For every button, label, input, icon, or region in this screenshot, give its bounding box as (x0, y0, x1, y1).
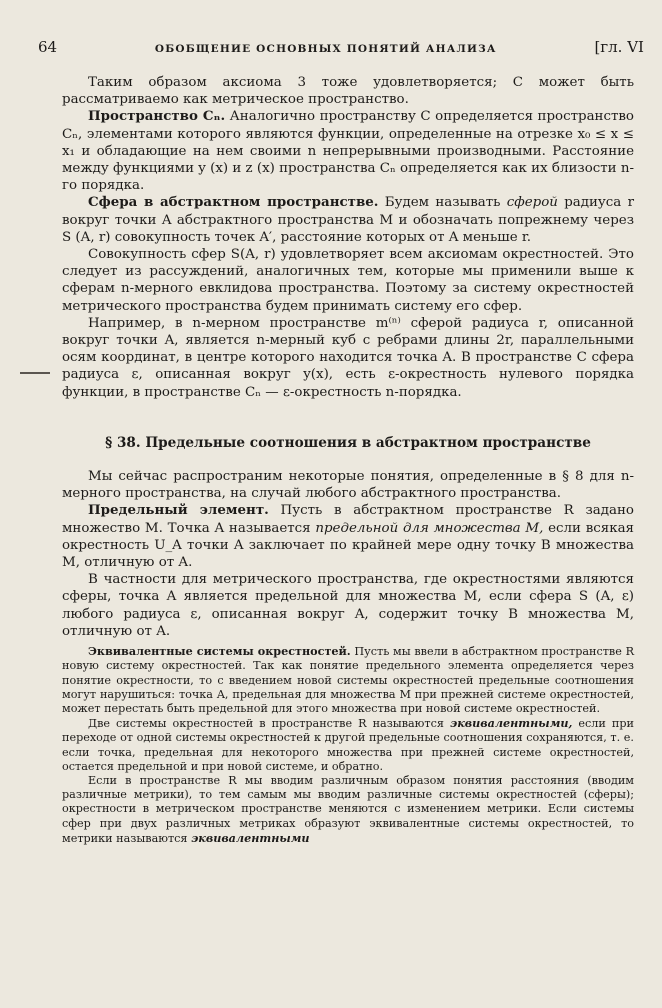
paragraph-sphere-axioms: Совокупность сфер S(A, r) удовлетворяет всем аксиомам окрестностей. Это следует из рассуждений, аналогичных тем, которые мы применили выше к сферам n-мерного евклидова пространства. Поэтому за систему окрестностей метрического пространства будем принимать систему его сфер. (62, 247, 634, 314)
term-space-cn: Пространство Cₙ. (88, 108, 226, 125)
paragraph-equivalent-systems: Эквивалентные системы окрестностей. Пусть мы ввели в абстрактном пространстве R новую систему окрестностей. Так как понятие предельного элемента определяется через понятие окрестности, то с введением новой системы окрестностей предельные соотношения могут нарушиться: точка A, предельная для множества M при прежней системе окрестностей, может перестать быть предельной для этого множества при новой системе окрестностей. (62, 644, 634, 715)
page-number: 64 (38, 38, 58, 56)
section-heading: § 38. Предельные соотношения в абстрактном пространстве (105, 434, 591, 451)
paragraph-metric-limit: В частности для метрического пространства, где окрестностями являются сферы, точка A является предельной для множества M, если сфера S (A, ε) любого радиуса ε, описанная вокруг A, содержит точку B множества M, отличную от A. (62, 572, 634, 639)
paragraph-example: Например, в n-мерном пространстве m⁽ⁿ⁾ сферой радиуса r, описанной вокруг точки A, является n-мерный куб с ребрами длины 2r, параллельными осям координат, в центре которого находится точка A. В пространстве C сфера радиуса ε, описанная вокруг y(x), есть ε-окрестность нулевого порядка функции, в пространстве Cₙ — ε-окрестность n-порядка. (62, 315, 634, 400)
margin-mark (20, 372, 50, 374)
chapter-label: [гл. VI (594, 38, 644, 56)
paragraph-metric-conclusion: Таким образом аксиома 3 тоже удовлетворяется; C может быть рассматриваемо как метрическое пространство. (62, 75, 634, 108)
small-print-block (62, 644, 634, 846)
term-sphere: Сфера в абстрактном пространстве. (88, 194, 379, 211)
page-header (38, 38, 644, 64)
term-equivalent-systems: Эквивалентные системы окрестностей. (88, 644, 351, 659)
term-limit-element: Предельный элемент. (88, 502, 269, 519)
paragraph-intro: Мы сейчас распространим некоторые понятия, определенные в § 8 для n-мерного пространства, на случай любого абстрактного пространства. (62, 469, 634, 502)
paragraph-equivalent-definition: Две системы окрестностей в пространстве R называются эквивалентными, если при переходе от одной системы окрестностей к другой предельные соотношения сохраняются, т. е. если точка, предельная для некоторого множества при прежней системе окрестностей, остается предельной и при новой системе, и обратно. (62, 716, 634, 773)
paragraph-space-cn: Пространство Cₙ. Аналогично пространству C определяется пространство Cₙ, элементами которого являются функции, определенные на отрезке x₀ ≤ x ≤ x₁ и обладающие на нем своими n непрерывными производными. Расстояние между функциями y (x) и z (x) пространства Cₙ определяется как их близости n-го порядка. (62, 108, 634, 194)
running-title: ОБОБЩЕНИЕ ОСНОВНЫХ ПОНЯТИЙ АНАЛИЗА (154, 43, 497, 55)
page-body (62, 74, 634, 846)
paragraph-metrics: Если в пространстве R мы вводим различным образом понятия расстояния (вводим различные метрики), то тем самым мы вводим различные системы окрестностей (сферы); окрестности в метрическом пространстве меняются с изменением метрики. Если системы сфер при двух различных метриках образуют эквивалентные системы окрестностей, то метрики называются эквивалентными (62, 773, 634, 845)
paragraph-sphere: Сфера в абстрактном пространстве. Будем называть сферой радиуса r вокруг точки A абстрактного пространства M и обозначать попрежнему через S (A, r) совокупность точек A′, расстояние которых от A меньше r. (62, 194, 634, 245)
paragraph-limit-element: Предельный элемент. Пусть в абстрактном пространстве R задано множество M. Точка A называется предельной для множества M, если всякая окрестность U_A точки A заключает по крайней мере одну точку B множества M, отличную от A. (62, 502, 635, 571)
